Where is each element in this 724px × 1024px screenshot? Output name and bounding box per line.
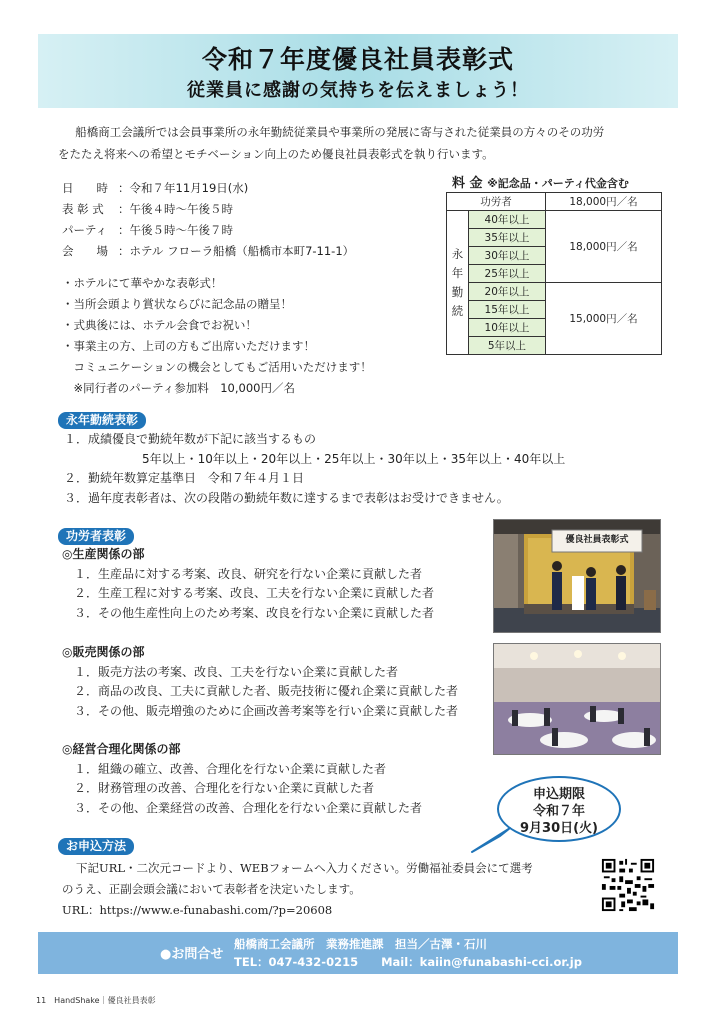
title-banner [38, 34, 678, 108]
list-item: ２．生産工程に対する考案、改良、工夫を行ない企業に貢献した者 [74, 586, 435, 600]
info-value: ：午後５時〜午後７時 [118, 223, 233, 237]
apply-label: お申込方法 [58, 838, 134, 855]
apply-line-1: 下記URL・二次元コードより、WEBフォームへ入力ください。労働福祉委員会にて選考 [76, 861, 533, 875]
list-item: １．生産品に対する考案、改良、研究を行ない企業に貢献した者 [74, 566, 423, 581]
table-row [447, 283, 662, 301]
apply-url[interactable]: URL：https://www.e-funabashi.com/?p=20608 [62, 903, 333, 917]
sales-list [62, 643, 492, 721]
deadline-line-3: 9月30日(火) [519, 821, 599, 836]
info-venue [62, 241, 354, 262]
list-item: ※同行者のパーティ参加料 10,000円／名 [62, 381, 295, 395]
long-service-list [64, 430, 664, 508]
list-item: コミュニケーションの機会としてもご活用いただけます！ [62, 360, 372, 374]
tier-cell: 40年以上 [469, 211, 546, 229]
info-date [62, 178, 354, 199]
contact-tel-mail[interactable]: TEL：047-432-0215 Mail：kaiin@funabashi-cci.or.jp [234, 955, 582, 969]
info-value: ：午後４時〜午後５時 [118, 202, 233, 216]
list-item: ３．過年度表彰者は、次の段階の勤続年数に達するまで表彰はお受けできません。 [64, 490, 509, 505]
long-label-char: 永 [451, 246, 464, 261]
tier-cell: 5年以上 [469, 337, 546, 355]
merit-label-cell: 功労者 [447, 193, 546, 211]
info-label: 表 彰 式 [62, 202, 104, 216]
tier-cell: 35年以上 [469, 229, 546, 247]
feature-list [62, 273, 372, 399]
fee-table [446, 192, 662, 355]
apply-text [62, 858, 602, 921]
list-item: ３．その他、企業経営の改善、合理化を行ない企業に貢献した者 [74, 800, 423, 815]
merit-price-cell: 18,000円／名 [545, 193, 661, 211]
intro-line-2: をたたえ将来への希望とモチベーション向上のため優良社員表彰式を執り行います。 [58, 147, 494, 161]
list-item: ２．商品の改良、工夫に貢献した者、販売技術に優れ企業に貢献した者 [74, 684, 459, 698]
info-label: 日 時 [62, 181, 108, 195]
list-item: ３．その他、販売増強のために企画改善考案等を行い企業に貢献した者 [74, 703, 459, 718]
long-label-char: 年 [451, 265, 464, 280]
info-value: ：令和７年11月19日(水) [118, 181, 249, 195]
list-item: ・当所会頭より賞状ならびに記念品の贈呈！ [62, 297, 292, 311]
price-cell: 15,000円／名 [545, 283, 661, 355]
apply-line-2: のうえ、正副会頭会議において表彰者を決定いたします。 [62, 882, 361, 896]
merit-label: 功労者表彰 [58, 528, 134, 545]
list-item: ３．その他生産性向上のため考案、改良を行ない企業に貢献した者 [74, 605, 435, 620]
section-subtitle: ◎経営合理化関係の部 [62, 742, 181, 756]
long-service-label-cell [447, 211, 469, 355]
list-item: ・事業主の方、上司の方もご出席いただけます！ [62, 339, 315, 353]
page-subtitle: 従業員に感謝の気持ちを伝えましょう！ [187, 80, 529, 101]
party-photo [493, 643, 661, 755]
fee-title [452, 172, 629, 191]
tier-cell: 15年以上 [469, 301, 546, 319]
deadline-line-1: 申込期限 [532, 787, 585, 802]
list-item: １．組織の確立、改善、合理化を行ない企業に貢献した者 [74, 761, 387, 776]
table-row [447, 211, 662, 229]
fee-note: ※記念品・パーティ代金含む [487, 177, 629, 190]
long-label-char: 続 [451, 303, 464, 318]
list-item: 5年以上・10年以上・20年以上・25年以上・30年以上・35年以上・40年以上 [142, 451, 566, 466]
tier-cell: 10年以上 [469, 319, 546, 337]
info-party [62, 220, 354, 241]
contact-dept: 船橋商工会議所 業務推進課 担当／古澤・石川 [234, 937, 487, 951]
intro-line-1: 船橋商工会議所では会員事業所の永年勤続従業員や事業所の発展に寄与された従業員の方々のその功労 [75, 125, 605, 139]
list-item: １．販売方法の考案、改良、工夫を行ない企業に貢献した者 [74, 664, 399, 679]
info-label: パーティ [62, 223, 108, 237]
event-info [62, 178, 354, 262]
photo-sign-text: 優良社員表彰式 [565, 535, 629, 545]
tier-cell: 20年以上 [469, 283, 546, 301]
management-list [62, 740, 492, 818]
production-list [62, 545, 492, 623]
bubble-tail-icon [470, 826, 520, 856]
section-subtitle: ◎生産関係の部 [62, 547, 145, 561]
info-label: 会 場 [62, 244, 108, 258]
contact-label: ●お問合せ [160, 947, 224, 962]
ceremony-photo [493, 519, 661, 633]
deadline-line-2: 令和７年 [532, 804, 585, 819]
list-item: ・式典後には、ホテル会食でお祝い！ [62, 318, 257, 332]
list-item: ２．勤続年数算定基準日 令和７年４月１日 [64, 471, 305, 485]
price-cell: 18,000円／名 [545, 211, 661, 283]
list-item: １．成績優良で勤続年数が下記に該当するもの [64, 432, 317, 446]
table-row [447, 193, 662, 211]
tier-cell: 30年以上 [469, 247, 546, 265]
party-photo-image [494, 644, 661, 755]
info-value: ：ホテル フローラ船橋（船橋市本町7-11-1） [118, 244, 355, 258]
list-item: ・ホテルにて華やかな表彰式！ [62, 276, 223, 290]
list-item: ２．財務管理の改善、合理化を行ない企業に貢献した者 [74, 781, 375, 795]
section-subtitle: ◎販売関係の部 [62, 645, 145, 659]
page-title: 令和７年度優良社員表彰式 [201, 45, 514, 74]
info-ceremony [62, 199, 354, 220]
tier-cell: 25年以上 [469, 265, 546, 283]
fee-title-text: 料 金 [452, 176, 483, 191]
long-label-char: 勤 [451, 284, 464, 299]
qr-code-icon[interactable] [600, 857, 656, 913]
long-service-label: 永年勤続表彰 [58, 412, 146, 429]
intro-text [58, 121, 678, 165]
contact-footer [38, 932, 678, 974]
page-footer: 11 HandShake｜優良社員表彰 [36, 996, 156, 1005]
